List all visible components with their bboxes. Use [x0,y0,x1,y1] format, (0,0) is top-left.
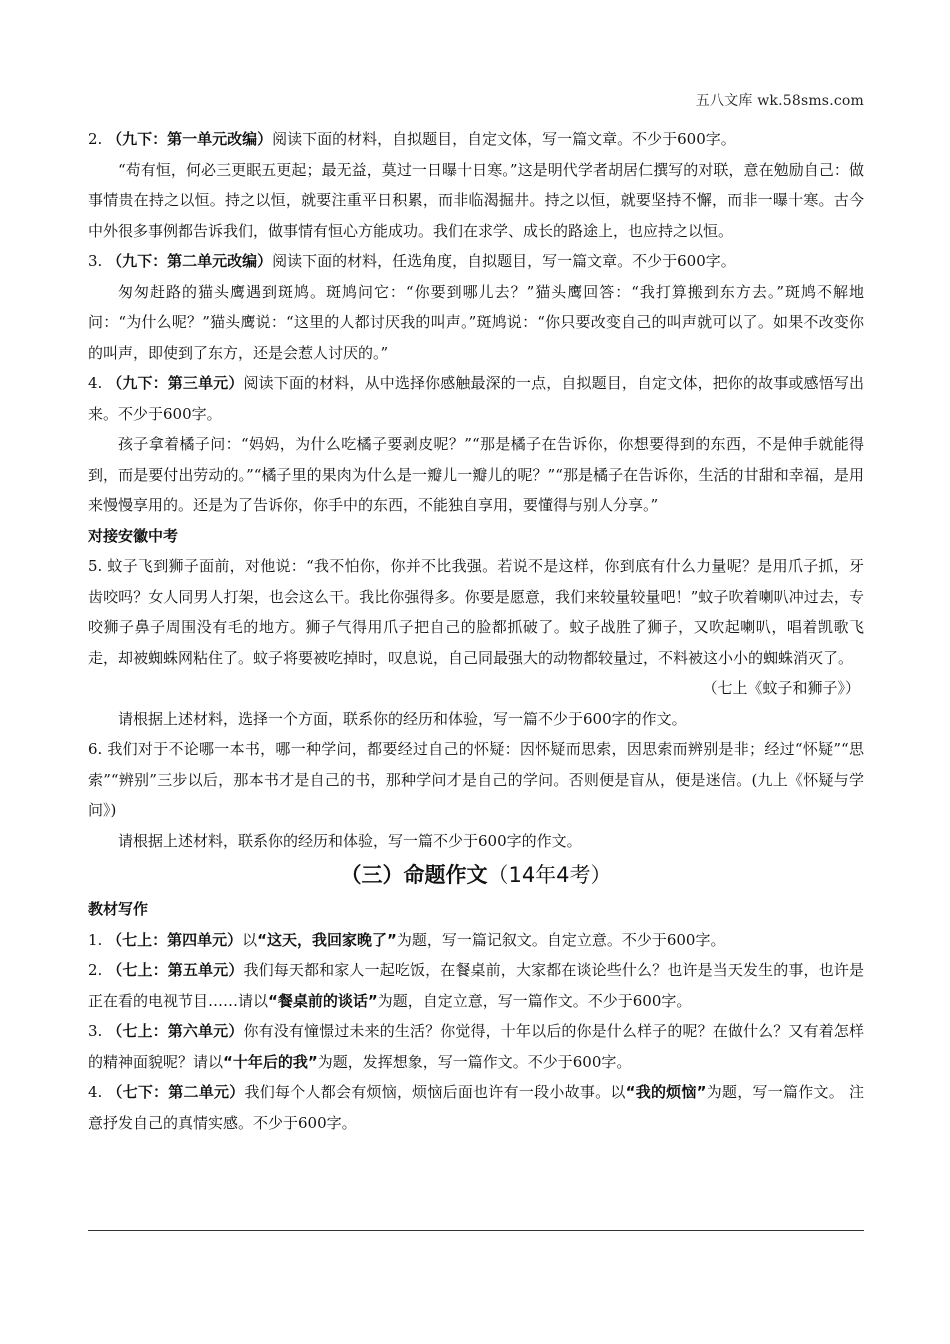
section-heading: （三）命题作文（14年4考） [340,863,612,887]
topic-1-tag: （七上：第四单元） [107,930,243,949]
topic-4-title: “我的烦恼” [625,1083,707,1101]
topic-2: 2. （七上：第五单元）我们每天都和家人一起吃饭，在餐桌前，大家都在谈论些什么？也许是当天发生的事，也许是正在看的电视节目……请以“餐桌前的谈话”为题，自定立意，写一篇作文。不少于600字。 [88,961,864,1010]
question-2-tag: （九下：第一单元改编） [107,130,273,148]
document-body [88,124,864,1138]
question-6-instruction: 请根据上述材料，联系你的经历和体验，写一篇不少于600字的作文。 [118,831,582,850]
question-4-prompt: 4. （九下：第三单元）阅读下面的材料，从中选择你感触最深的一点，自拟题目，自定文体，把你的故事或感悟写出来。不少于600字。 [88,374,864,423]
footer-divider [88,1230,864,1231]
section-label-textbook: 教材写作 [88,900,149,918]
question-5-source: （七上《蚊子和狮子》） [702,679,860,697]
topic-3: 3. （七上：第六单元）你有没有憧憬过未来的生活？你觉得，十年以后的你是什么样子的呢？在做什么？又有着怎样的精神面貌呢？请以“十年后的我”为题，发挥想象，写一篇作文。不少于600字。 [88,1022,864,1071]
question-3-material: 匆匆赶路的猫头鹰遇到斑鸠。斑鸠问它：“你要到哪儿去？”猫头鹰回答：“我打算搬到东方去。”斑鸠不解地问：“为什么呢？”猫头鹰说：“这里的人都讨厌我的叫声。”斑鸠说：“你只要改变自己的叫声就可以了。如果不改变你的叫声，即使到了东方，还是会惹人讨厌的。” [88,282,864,362]
topic-1: 1. （七上：第四单元）以“这天，我回家晚了”为题，写一篇记叙文。自定立意。不少于600字。 [88,930,726,949]
topic-3-tag: （七上：第六单元） [107,1022,244,1040]
question-2-prompt: 2. （九下：第一单元改编）阅读下面的材料，自拟题目，自定文体，写一篇文章。不少于600字。 [88,130,736,148]
question-3-prompt: 3. （九下：第二单元改编）阅读下面的材料，任选角度，自拟题目，写一篇文章。不少于600字。 [88,252,736,270]
question-5-instruction: 请根据上述材料，选择一个方面，联系你的经历和体验，写一篇不少于600字的作文。 [118,709,687,728]
section-label-anhui: 对接安徽中考 [88,526,179,545]
watermark-text: 五八文库 wk.58sms.com [695,93,864,109]
question-3-tag: （九下：第二单元改编） [107,252,273,270]
question-4-tag: （九下：第三单元） [107,374,244,392]
topic-2-title: “餐桌前的谈话” [268,991,378,1010]
question-4-material: 孩子拿着橘子问：“妈妈，为什么吃橘子要剥皮呢？”“那是橘子在告诉你，你想要得到的东西，不是伸手就能得到，而是要付出劳动的。”“橘子里的果肉为什么是一瓣儿一瓣儿的呢？”“那是橘子在告诉你，生活的甘甜和幸福，是用来慢慢享用的。还是为了告诉你，你手中的东西，不能独自享用，要懂得与别人分享。” [88,435,864,514]
topic-4-tag: （七下：第二单元） [107,1083,245,1101]
topic-2-tag: （七上：第五单元） [107,961,244,979]
topic-1-title: “这天，我回家晚了” [257,930,397,949]
topic-3-title: “十年后的我” [223,1052,318,1071]
question-5-text: 5. 蚊子飞到狮子面前，对他说：“我不怕你，你并不比我强。若说不是这样，你到底有什么力量呢？是用爪子抓，牙齿咬吗？女人同男人打架，也会这么干。我比你强得多。你要是愿意，我们来较量较量吧！”蚊子吹着喇叭冲过去，专咬狮子鼻子周围没有毛的地方。狮子气得用爪子把自己的脸都抓破了。蚊子战胜了狮子，又吹起喇叭，唱着凯歌飞走，却被蜘蛛网粘住了。蚊子将要被吃掉时，叹息说，自己同最强大的动物都较量过，不料被这小小的蜘蛛消灭了。 [88,557,864,667]
question-6-text: 6. 我们对于不论哪一本书，哪一种学问，都要经过自己的怀疑：因怀疑而思索，因思索而辨别是非；经过“怀疑”“思索”“辨别”三步以后，那本书才是自己的书，那种学问才是自己的学问。否则便是盲从，便是迷信。(九上《怀疑与学问》) [88,740,864,819]
question-2-material: “苟有恒，何必三更眠五更起；最无益，莫过一日曝十日寒。”这是明代学者胡居仁撰写的对联，意在勉励自己：做事情贵在持之以恒。持之以恒，就要注重平日积累，而非临渴掘井。持之以恒，就要坚持不懈，而非一曝十寒。古今中外很多事例都告诉我们，做事情有恒心方能成功。我们在求学、成长的路途上，也应持之以恒。 [88,160,864,240]
topic-4: 4. （七下：第二单元）我们每个人都会有烦恼，烦恼后面也许有一段小故事。以“我的烦恼”为题，写一篇作文。 注意抒发自己的真情实感。不少于600字。 [88,1083,864,1132]
